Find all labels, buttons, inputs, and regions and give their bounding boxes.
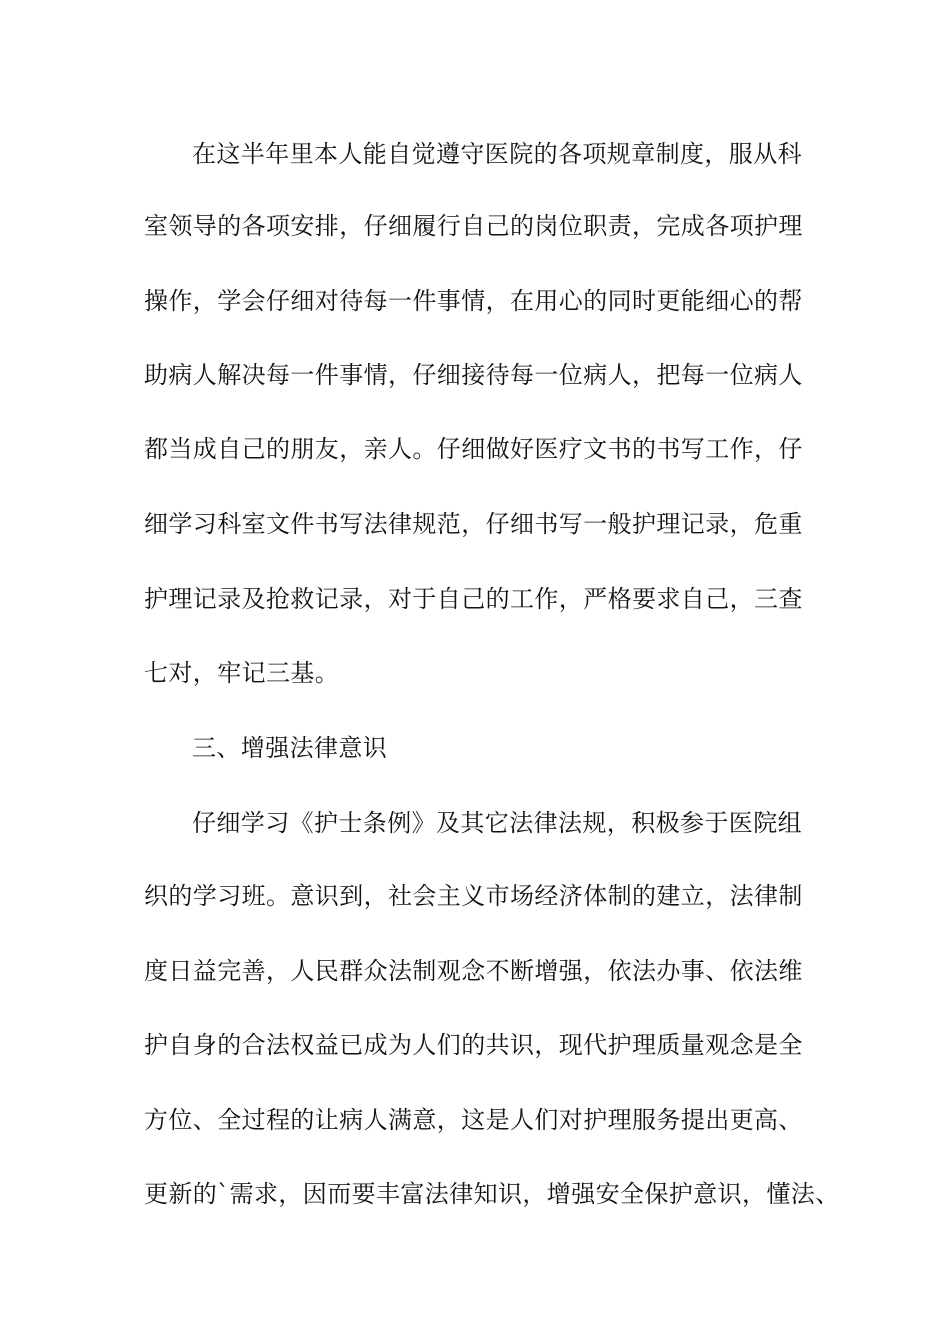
paragraph-line: 都当成自己的朋友，亲人。仔细做好医疗文书的书写工作，仔 [144, 435, 803, 463]
paragraph-line: 助病人解决每一件事情，仔细接待每一位病人，把每一位病人 [144, 361, 803, 389]
paragraph-line: 仔细学习《护士条例》及其它法律法规，积极参于医院组 [192, 809, 802, 837]
paragraph-line: 方位、全过程的让病人满意，这是人们对护理服务提出更高、 [144, 1106, 803, 1134]
paragraph-line: 细学习科室文件书写法律规范，仔细书写一般护理记录，危重 [144, 510, 803, 538]
paragraph-line: 七对，牢记三基。 [144, 659, 340, 687]
paragraph-line: 度日益完善，人民群众法制观念不断增强，依法办事、依法维 [144, 957, 803, 985]
paragraph-line: 室领导的各项安排，仔细履行自己的岗位职责，完成各项护理 [144, 212, 803, 240]
paragraph-line: 操作，学会仔细对待每一件事情，在用心的同时更能细心的帮 [144, 287, 803, 315]
paragraph-line: 织的学习班。意识到，社会主义市场经济体制的建立，法律制 [144, 882, 803, 910]
paragraph-line: 护理记录及抢救记录，对于自己的工作，严格要求自己，三查 [144, 585, 803, 613]
paragraph-line: 更新的`需求，因而要丰富法律知识，增强安全保护意识，懂法、 [144, 1180, 840, 1208]
paragraph-line: 护自身的合法权益已成为人们的共识，现代护理质量观念是全 [144, 1031, 803, 1059]
paragraph-line: 在这半年里本人能自觉遵守医院的各项规章制度，服从科 [192, 140, 802, 168]
section-heading: 三、增强法律意识 [192, 734, 388, 762]
